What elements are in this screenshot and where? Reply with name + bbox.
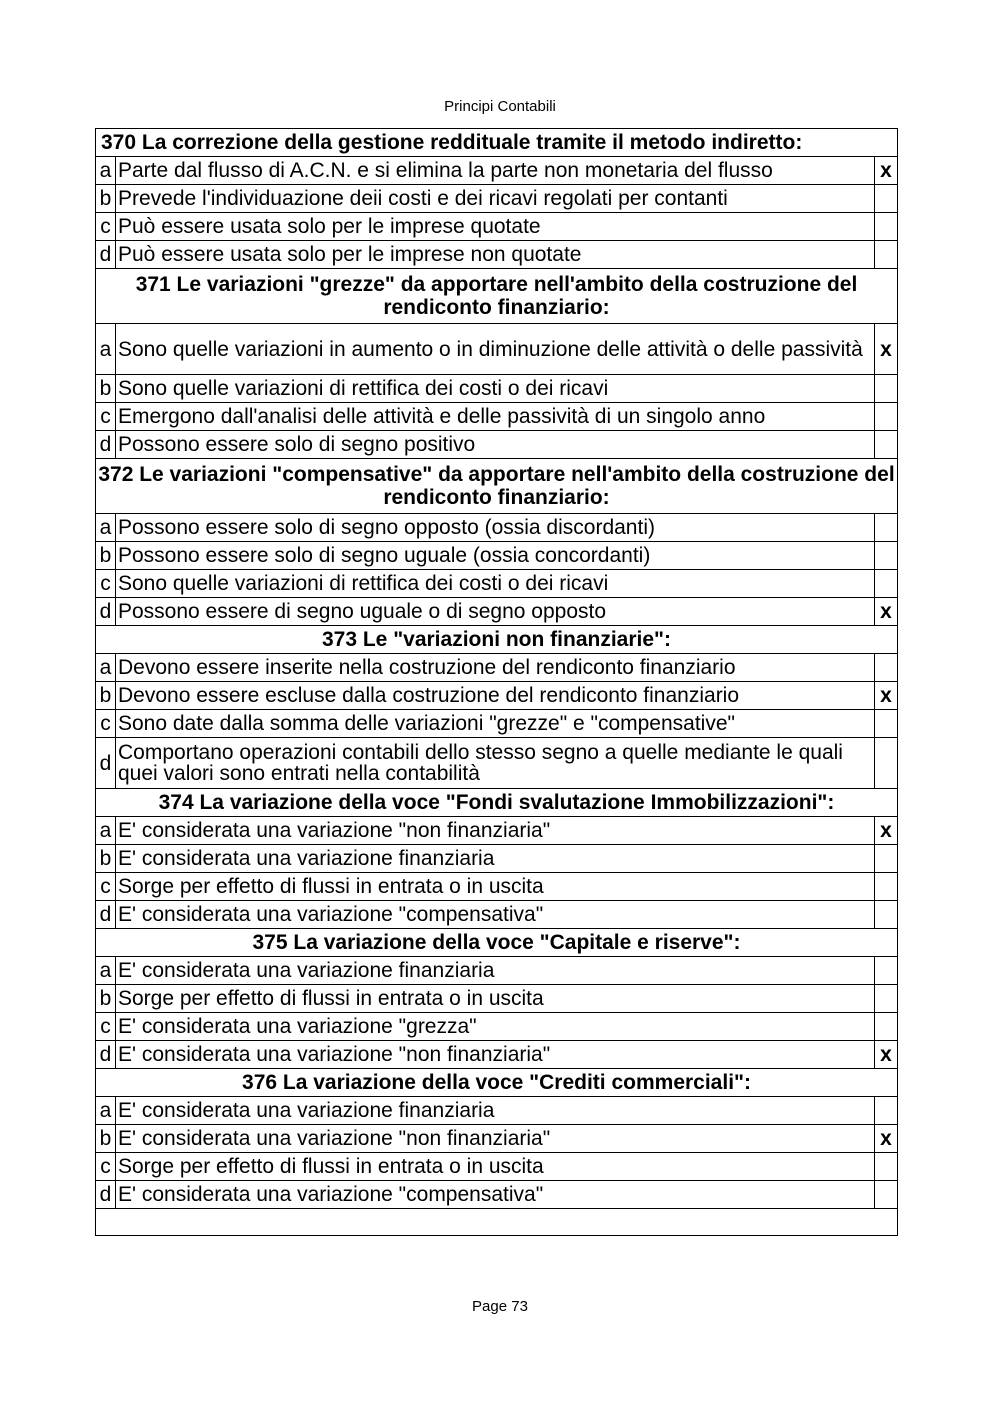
option-text: E' considerata una variazione "compensativa" (116, 1181, 875, 1209)
page-header: Principi Contabili (444, 98, 556, 115)
option-letter: a (96, 514, 116, 542)
option-row (96, 157, 898, 185)
option-row (96, 817, 898, 845)
page-footer: Page 73 (472, 1298, 528, 1315)
option-row (96, 1181, 898, 1209)
answer-mark (874, 403, 897, 431)
answer-mark (874, 738, 897, 789)
option-letter: c (96, 570, 116, 598)
option-letter: c (96, 403, 116, 431)
quiz-table (95, 128, 898, 1236)
option-row (96, 598, 898, 626)
option-letter: c (96, 873, 116, 901)
option-text: E' considerata una variazione "grezza" (116, 1013, 875, 1041)
option-text: Possono essere di segno uguale o di segno opposto (116, 598, 875, 626)
option-letter: a (96, 324, 116, 375)
answer-mark (874, 542, 897, 570)
option-letter: b (96, 845, 116, 873)
question-title: 370 La correzione della gestione reddituale tramite il metodo indiretto: (96, 129, 898, 157)
option-letter: b (96, 1125, 116, 1153)
option-row (96, 570, 898, 598)
option-text: Comportano operazioni contabili dello stesso segno a quelle mediante le quali quei valori sono entrati nella contabilità (116, 738, 875, 789)
question-row (96, 929, 898, 957)
option-letter: a (96, 157, 116, 185)
option-letter: c (96, 710, 116, 738)
option-letter: a (96, 654, 116, 682)
answer-mark (874, 985, 897, 1013)
option-text: Possono essere solo di segno opposto (ossia discordanti) (116, 514, 875, 542)
option-row (96, 1041, 898, 1069)
option-row (96, 514, 898, 542)
option-letter: d (96, 738, 116, 789)
option-row (96, 682, 898, 710)
option-text: Parte dal flusso di A.C.N. e si elimina la parte non monetaria del flusso (116, 157, 875, 185)
answer-mark (874, 514, 897, 542)
option-letter: a (96, 817, 116, 845)
option-letter: c (96, 213, 116, 241)
option-text: E' considerata una variazione finanziaria (116, 957, 875, 985)
option-letter: b (96, 375, 116, 403)
option-letter: d (96, 1041, 116, 1069)
empty-row (96, 1209, 898, 1236)
answer-mark: x (874, 1125, 897, 1153)
option-row (96, 185, 898, 213)
question-title: 376 La variazione della voce "Crediti commerciali": (96, 1069, 898, 1097)
option-letter: d (96, 901, 116, 929)
option-text: Può essere usata solo per le imprese quotate (116, 213, 875, 241)
option-letter: c (96, 1013, 116, 1041)
question-title: 374 La variazione della voce "Fondi svalutazione Immobilizzazioni": (96, 789, 898, 817)
answer-mark (874, 957, 897, 985)
option-row (96, 213, 898, 241)
question-title: 372 Le variazioni "compensative" da apportare nell'ambito della costruzione del rendiconto finanziario: (96, 459, 898, 514)
answer-mark (874, 873, 897, 901)
option-text: Sono quelle variazioni in aumento o in diminuzione delle attività o delle passività (116, 324, 875, 375)
option-row (96, 654, 898, 682)
option-letter: b (96, 682, 116, 710)
option-text: Sorge per effetto di flussi in entrata o in uscita (116, 985, 875, 1013)
answer-mark: x (874, 598, 897, 626)
answer-mark (874, 654, 897, 682)
option-row (96, 1153, 898, 1181)
option-letter: c (96, 1153, 116, 1181)
answer-mark (874, 213, 897, 241)
option-row (96, 1097, 898, 1125)
answer-mark (874, 241, 897, 269)
option-text: Sono date dalla somma delle variazioni "grezze" e "compensative" (116, 710, 875, 738)
option-text: E' considerata una variazione "non finanziaria" (116, 1125, 875, 1153)
option-text: Possono essere solo di segno positivo (116, 431, 875, 459)
option-letter: a (96, 957, 116, 985)
question-row (96, 626, 898, 654)
option-text: Sono quelle variazioni di rettifica dei costi o dei ricavi (116, 375, 875, 403)
option-text: Può essere usata solo per le imprese non quotate (116, 241, 875, 269)
option-row (96, 324, 898, 375)
question-row (96, 459, 898, 514)
option-row (96, 901, 898, 929)
option-letter: b (96, 542, 116, 570)
answer-mark (874, 185, 897, 213)
option-text: Prevede l'individuazione deii costi e dei ricavi regolati per contanti (116, 185, 875, 213)
option-text: Devono essere escluse dalla costruzione del rendiconto finanziario (116, 682, 875, 710)
answer-mark: x (874, 682, 897, 710)
option-text: E' considerata una variazione "compensativa" (116, 901, 875, 929)
answer-mark: x (874, 1041, 897, 1069)
question-row (96, 129, 898, 157)
question-title: 373 Le "variazioni non finanziarie": (96, 626, 898, 654)
answer-mark (874, 1097, 897, 1125)
option-row (96, 873, 898, 901)
option-row (96, 957, 898, 985)
option-text: E' considerata una variazione "non finanziaria" (116, 817, 875, 845)
option-row (96, 241, 898, 269)
answer-mark (874, 431, 897, 459)
question-row (96, 1069, 898, 1097)
answer-mark (874, 1153, 897, 1181)
answer-mark (874, 845, 897, 873)
option-text: Sorge per effetto di flussi in entrata o in uscita (116, 873, 875, 901)
option-text: Devono essere inserite nella costruzione del rendiconto finanziario (116, 654, 875, 682)
answer-mark (874, 570, 897, 598)
question-title: 371 Le variazioni "grezze" da apportare nell'ambito della costruzione del rendiconto finanziario: (96, 269, 898, 324)
question-row (96, 789, 898, 817)
option-text: Sono quelle variazioni di rettifica dei costi o dei ricavi (116, 570, 875, 598)
answer-mark (874, 1181, 897, 1209)
option-letter: a (96, 1097, 116, 1125)
option-row (96, 738, 898, 789)
empty-cell (96, 1209, 898, 1236)
option-letter: b (96, 985, 116, 1013)
option-letter: d (96, 1181, 116, 1209)
answer-mark (874, 710, 897, 738)
option-letter: d (96, 598, 116, 626)
option-row (96, 1125, 898, 1153)
option-row (96, 710, 898, 738)
option-row (96, 403, 898, 431)
option-row (96, 1013, 898, 1041)
option-row (96, 375, 898, 403)
answer-mark: x (874, 817, 897, 845)
option-text: E' considerata una variazione finanziaria (116, 1097, 875, 1125)
option-text: E' considerata una variazione finanziaria (116, 845, 875, 873)
option-text: E' considerata una variazione "non finanziaria" (116, 1041, 875, 1069)
option-row (96, 542, 898, 570)
answer-mark: x (874, 324, 897, 375)
option-row (96, 431, 898, 459)
answer-mark (874, 901, 897, 929)
option-row (96, 985, 898, 1013)
option-letter: b (96, 185, 116, 213)
answer-mark (874, 1013, 897, 1041)
answer-mark: x (874, 157, 897, 185)
question-row (96, 269, 898, 324)
question-title: 375 La variazione della voce "Capitale e riserve": (96, 929, 898, 957)
option-text: Possono essere solo di segno uguale (ossia concordanti) (116, 542, 875, 570)
option-letter: d (96, 431, 116, 459)
option-letter: d (96, 241, 116, 269)
option-text: Sorge per effetto di flussi in entrata o in uscita (116, 1153, 875, 1181)
answer-mark (874, 375, 897, 403)
option-row (96, 845, 898, 873)
option-text: Emergono dall'analisi delle attività e delle passività di un singolo anno (116, 403, 875, 431)
